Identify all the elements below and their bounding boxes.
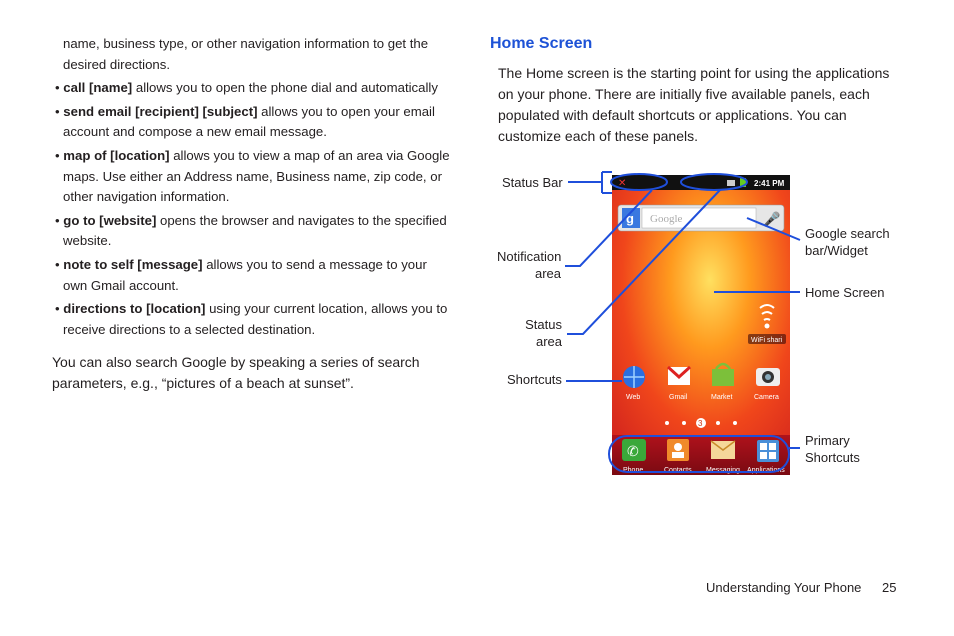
voice-command-description: allows you to open your email account and compose a new email message. xyxy=(63,103,435,140)
voice-command-keyword: send email [recipient] [subject] xyxy=(63,103,258,119)
status-area-leader xyxy=(567,190,720,334)
continuation-text: name, business type, or other navigation information to get the desired directions. xyxy=(63,36,429,72)
closing-paragraph: You can also search Google by speaking a series of search parameters, e.g., “pictures of a beach at sunset”. xyxy=(52,354,420,392)
shortcut-market-label: Market xyxy=(711,394,733,401)
footer-page-number: 25 xyxy=(882,580,897,595)
bullet: • xyxy=(55,301,60,317)
section-heading: Home Screen xyxy=(490,35,593,52)
dock-contacts-label: Contacts xyxy=(664,467,692,474)
dock-applications-label: Applications xyxy=(747,467,785,474)
intro-paragraph: The Home screen is the starting point for using the applications on your phone. There are initially five available panels, each populated with default shortcuts or applications. You can customize each of these panels. xyxy=(498,65,890,144)
voice-command-description: allows you to open the phone dial and automatically xyxy=(132,80,438,96)
current-panel-number: 3 xyxy=(698,419,703,428)
voice-command-keyword: call [name] xyxy=(63,80,133,96)
callout-shortcuts: Shortcuts xyxy=(507,372,562,387)
shortcut-camera-label: Camera xyxy=(754,394,779,401)
dock-messaging-label: Messaging xyxy=(706,467,740,474)
voice-command-keyword: note to self [message] xyxy=(63,256,203,272)
voice-command-description: opens the browser and navigates to the specified website. xyxy=(63,212,447,249)
notification-area-leader xyxy=(565,190,652,266)
bullet: • xyxy=(55,103,60,119)
callout-google-search: Google search bar/Widget xyxy=(805,226,890,258)
voice-command-keyword: directions to [location] xyxy=(63,301,206,317)
bullet: • xyxy=(55,80,60,96)
svg-text:g: g xyxy=(626,211,634,226)
status-time: 2:41 PM xyxy=(754,179,785,188)
callout-notification-area: Notification area xyxy=(497,249,562,281)
status-bar-bracket xyxy=(568,172,612,193)
primary-shortcuts-outline xyxy=(609,436,789,472)
search-placeholder: Google xyxy=(650,213,683,225)
voice-command-description: allows you to send a message to your own Gmail account. xyxy=(63,256,427,293)
voice-command-description: allows you to view a map of an area via Google maps. Use either an Address name, Business name, zip code, or other navigation information. xyxy=(63,147,450,205)
dock-phone-label: Phone xyxy=(623,467,644,474)
shortcut-gmail-label: Gmail xyxy=(669,394,688,401)
google-search-leader xyxy=(747,218,800,240)
bullet: • xyxy=(55,147,60,163)
footer-section-title: Understanding Your Phone xyxy=(706,580,862,595)
status-area-outline xyxy=(681,174,747,190)
bullet: • xyxy=(55,256,60,272)
callout-status-bar: Status Bar xyxy=(502,175,563,190)
callout-home-screen: Home Screen xyxy=(805,285,885,300)
notification-area-outline xyxy=(611,174,667,190)
voice-command-keyword: go to [website] xyxy=(63,212,157,228)
svg-text:✆: ✆ xyxy=(627,444,639,460)
shortcut-web-label: Web xyxy=(626,394,641,401)
missed-call-icon: ✕ xyxy=(618,178,627,189)
callout-primary-shortcuts: Primary Shortcuts xyxy=(805,433,860,465)
microphone-icon: 🎤 xyxy=(763,212,781,228)
voice-command-keyword: map of [location] xyxy=(63,147,170,163)
bullet: • xyxy=(55,212,60,228)
voice-command-description: using your current location, allows you to receive directions to a selected destination. xyxy=(63,301,448,337)
wifi-widget-label: WiFi shari xyxy=(751,337,783,344)
callout-status-area: Status area xyxy=(525,317,562,349)
